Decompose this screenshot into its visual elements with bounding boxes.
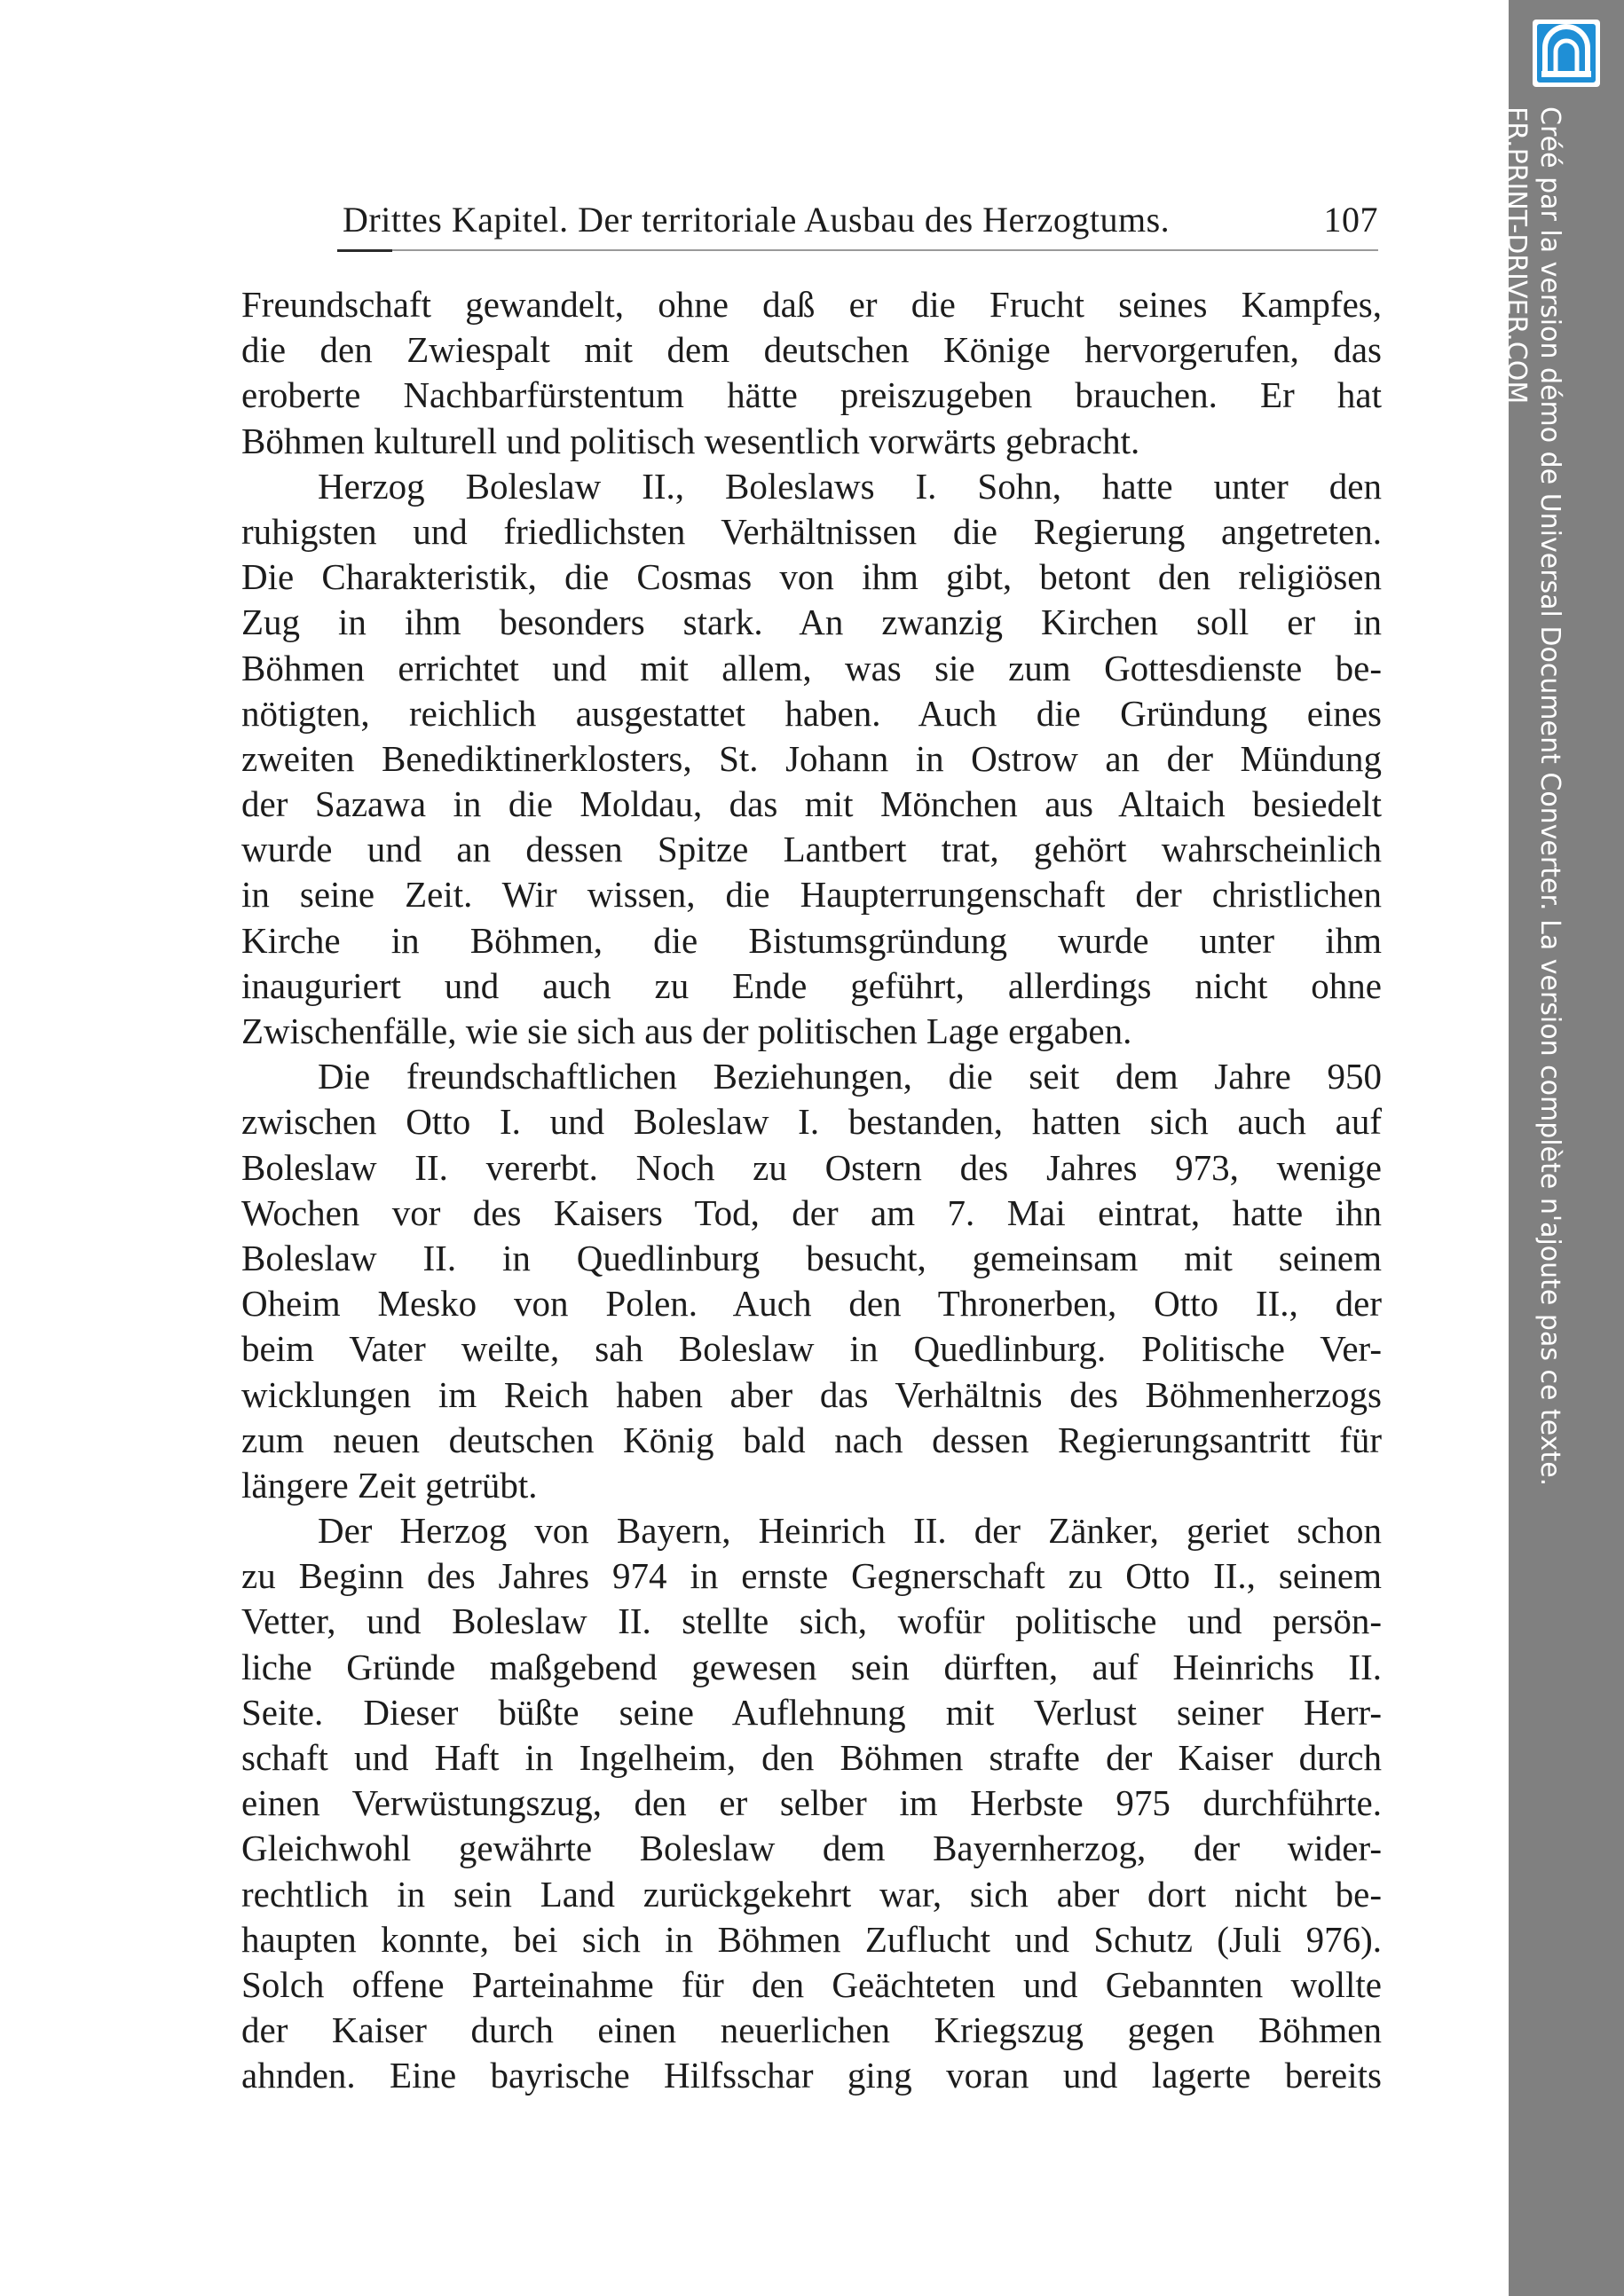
body-text (241, 282, 1382, 2099)
text-line: zu Beginn des Jahres 974 in ernste Gegnerschaft zu Otto II., seinem (241, 1555, 1382, 1597)
text-line: einen Verwüstungszug, den er selber im Herbste 975 durchführte. (241, 1782, 1382, 1824)
udc-logo-icon (1531, 18, 1602, 89)
text-line: Boleslaw II. vererbt. Noch zu Ostern des Jahres 973, wenige (241, 1146, 1382, 1188)
text-line: der Kaiser durch einen neuerlichen Kriegszug gegen Böhmen (241, 2009, 1382, 2051)
text-line: nötigten, reichlich ausgestattet haben. Auch die Gründung eines (241, 692, 1382, 734)
text-line: liche Gründe maßgebend gewesen sein dürften, auf Heinrichs II. (241, 1646, 1382, 1687)
text-line: längere Zeit getrübt. (241, 1464, 538, 1506)
text-line: zwischen Otto I. und Boleslaw I. bestanden, hatten sich auch auf (241, 1101, 1382, 1143)
text-line: Gleichwohl gewährte Boleslaw dem Bayernherzog, der wider- (241, 1828, 1382, 1869)
text-line: rechtlich in sein Land zurückgekehrt war, sich aber dort nicht be- (241, 1873, 1382, 1915)
watermark-line-2: FR.PRINT-DRIVER.COM (1501, 106, 1532, 405)
text-line: Oheim Mesko von Polen. Auch den Thronerben, Otto II., der (241, 1283, 1382, 1325)
text-line: Böhmen errichtet und mit allem, was sie zum Gottesdienste be- (241, 647, 1382, 688)
text-line: Zug in ihm besonders stark. An zwanzig Kirchen soll er in (241, 602, 1382, 643)
watermark-line-1: Créé par la version démo de Universal Document Converter. La version complète n'ajoute pas ce texte. (1534, 106, 1565, 1487)
page-number: 107 (1323, 200, 1378, 240)
text-line: eroberte Nachbarfürstentum hätte preiszugeben brauchen. Er hat (241, 374, 1382, 416)
chapter-title: Drittes Kapitel. Der territoriale Ausbau des Herzogtums. (343, 200, 1171, 240)
running-header (337, 193, 1378, 247)
text-line: die den Zwiespalt mit dem deutschen Könige hervorgerufen, das (241, 329, 1382, 371)
text-line: Seite. Dieser büßte seine Auflehnung mit Verlust seiner Herr- (241, 1691, 1382, 1733)
text-line: inauguriert und auch zu Ende geführt, allerdings nicht ohne (241, 964, 1382, 1006)
header-rule (337, 249, 1378, 251)
header-rule-accent (337, 249, 392, 252)
paragraph-first-line: Der Herzog von Bayern, Heinrich II. der Zänker, geriet schon (318, 1510, 1382, 1552)
text-line: Böhmen kulturell und politisch wesentlich vorwärts gebracht. (241, 420, 1140, 461)
text-line: ruhigsten und friedlichsten Verhältnissen die Regierung angetreten. (241, 510, 1382, 552)
text-line: Freundschaft gewandelt, ohne daß er die Frucht seines Kampfes, (241, 284, 1382, 325)
text-line: in seine Zeit. Wir wissen, die Haupterrungenschaft der christlichen (241, 874, 1382, 916)
text-line: Die Charakteristik, die Cosmas von ihm gibt, betont den religiösen (241, 556, 1382, 598)
text-line: Vetter, und Boleslaw II. stellte sich, wofür politische und persön- (241, 1600, 1382, 1642)
text-line: haupten konnte, bei sich in Böhmen Zuflucht und Schutz (Juli 976). (241, 1918, 1382, 1960)
text-line: der Sazawa in die Moldau, das mit Mönchen aus Altaich besiedelt (241, 783, 1382, 825)
text-line: ahnden. Eine bayrische Hilfsschar ging voran und lagerte bereits (241, 2055, 1382, 2096)
text-line: wurde und an dessen Spitze Lantbert trat, gehört wahrscheinlich (241, 829, 1382, 870)
text-line: Kirche in Böhmen, die Bistumsgründung wurde unter ihm (241, 919, 1382, 961)
paragraph-first-line: Herzog Boleslaw II., Boleslaws I. Sohn, hatte unter den (318, 465, 1382, 507)
text-line: Zwischenfälle, wie sie sich aus der politischen Lage ergaben. (241, 1010, 1132, 1051)
text-line: Wochen vor des Kaisers Tod, der am 7. Mai eintrat, hatte ihn (241, 1191, 1382, 1233)
text-line: Solch offene Parteinahme für den Geächteten und Gebannten wollte (241, 1963, 1382, 2005)
text-line: schaft und Haft in Ingelheim, den Böhmen strafte der Kaiser durch (241, 1737, 1382, 1778)
text-line: Boleslaw II. in Quedlinburg besucht, gemeinsam mit seinem (241, 1237, 1382, 1278)
text-line: zweiten Benediktinerklosters, St. Johann in Ostrow an der Mündung (241, 737, 1382, 779)
text-line: zum neuen deutschen König bald nach dessen Regierungsantritt für (241, 1419, 1382, 1460)
text-line: beim Vater weilte, sah Boleslaw in Quedlinburg. Politische Ver- (241, 1328, 1382, 1370)
text-line: wicklungen im Reich haben aber das Verhältnis des Böhmenherzogs (241, 1373, 1382, 1415)
paragraph-first-line: Die freundschaftlichen Beziehungen, die seit dem Jahre 950 (318, 1056, 1382, 1097)
